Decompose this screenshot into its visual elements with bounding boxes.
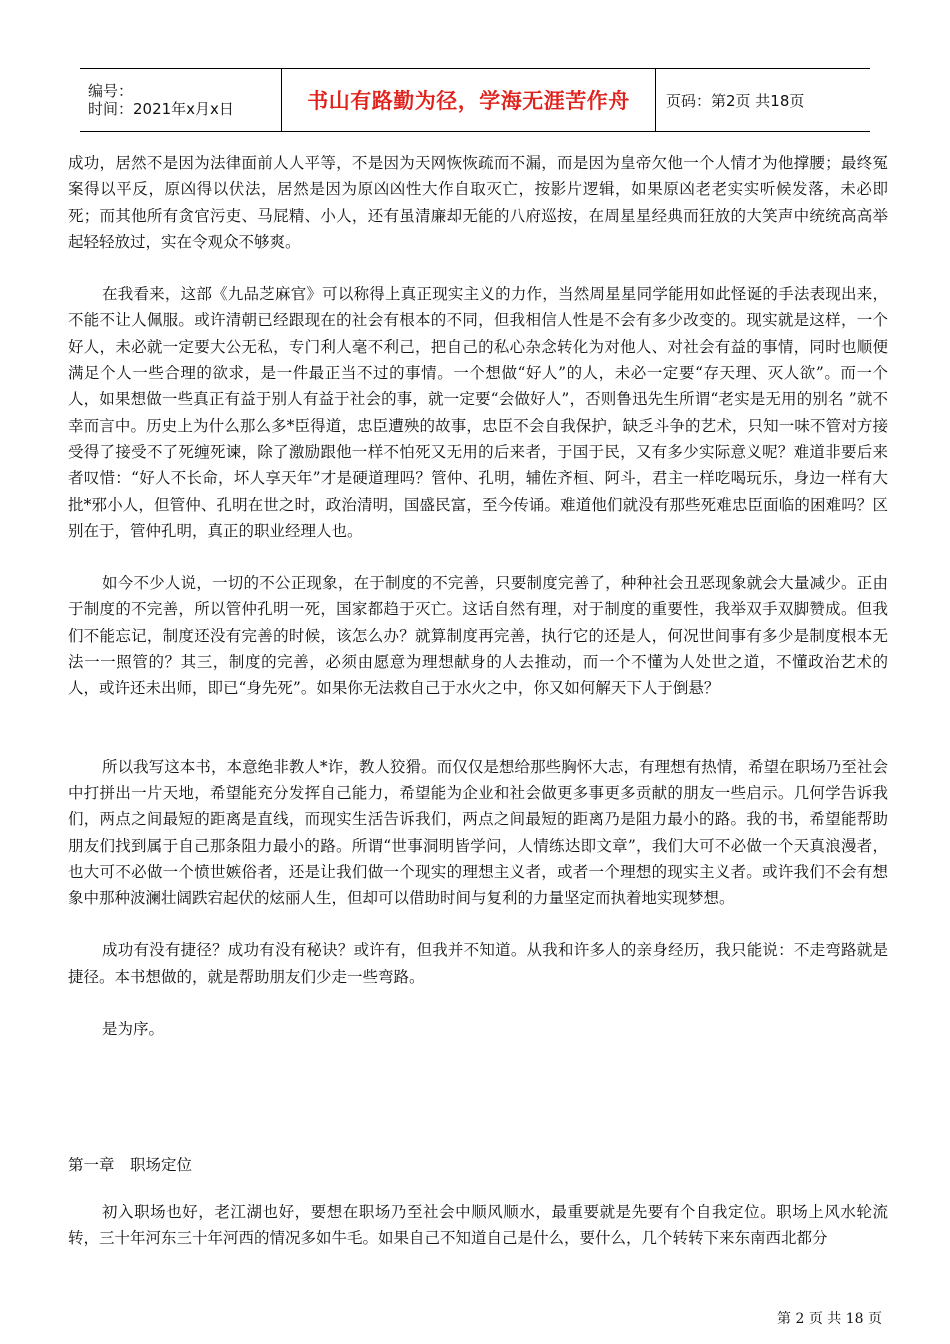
chapter-title: 第一章 职场定位 bbox=[68, 1156, 193, 1175]
number-label: 编号： bbox=[88, 82, 134, 100]
document-body bbox=[68, 150, 888, 1251]
header-page-label: 页码：第2页 共18页 bbox=[666, 91, 805, 110]
header-motto-cell bbox=[282, 69, 656, 131]
paragraph-5: 成功有没有捷径？成功有没有秘诀？或许有，但我并不知道。从我和许多人的亲身经历，我只能说：不走弯路就是捷径。本书想做的，就是帮助朋友们少走一些弯路。 bbox=[68, 941, 888, 986]
paragraph-4: 所以我写这本书，本意绝非教人*诈，教人狡猾。而仅仅是想给那些胸怀大志，有理想有热情，希望在职场乃至社会中打拼出一片天地，希望能充分发挥自己能力，希望能为企业和社会做更多事更多贡献的朋友一些启示。几何学告诉我们，两点之间最短的距离是直线，而现实生活告诉我们，两点之间最短的距离乃是阻力最小的路。我的书，希望能帮助朋友们找到属于自己那条阻力最小的路。所谓“世事洞明皆学问，人情练达即文章”，我们大可不必做一个天真浪漫者，也大可不必做一个愤世嫉俗者，还是让我们做一个现实的理想主义者，或者一个理想的现实主义者。或许我们不会有想象中那种波澜壮阔跌宕起伏的炫丽人生，但却可以借助时间与复利的力量坚定而执着地实现梦想。 bbox=[68, 757, 888, 908]
paragraph-6: 是为序。 bbox=[102, 1020, 165, 1039]
paragraph-1: 成功，居然不是因为法律面前人人平等，不是因为天网恢恢疏而不漏，而是因为皇帝欠他一个人情才为他撑腰；最终冤案得以平反，原凶得以伏法，居然是因为原凶凶性大作自取灭亡，按影片逻辑，如果原凶老老实实听候发落，未必即死；而其他所有贪官污吏、马屁精、小人，还有虽清廉却无能的八府巡按，在周星星经典而狂放的大笑声中统统高高举起轻轻放过，实在令观众不够爽。 bbox=[68, 154, 888, 251]
header-motto: 书山有路勤为径，学海无涯苦作舟 bbox=[307, 89, 630, 113]
page-header bbox=[80, 68, 870, 132]
chapter-paragraph: 初入职场也好，老江湖也好，要想在职场乃至社会中顺风顺水，最重要就是先要有个自我定位。职场上风水轮流转，三十年河东三十年河西的情况多如牛毛。如果自己不知道自己是什么，要什么，几个转转下来东南西北都分 bbox=[68, 1202, 888, 1247]
paragraph-2: 在我看来，这部《九品芝麻官》可以称得上真正现实主义的力作，当然周星星同学能用如此怪诞的手法表现出来，不能不让人佩服。或许清朝已经跟现在的社会有根本的不同，但我相信人性是不会有多少改变的。现实就是这样，一个好人，未必就一定要大公无私，专门利人毫不利己，把自己的私心杂念转化为对他人、对社会有益的事情，同时也顺便满足个人一些合理的欲求，是一件最正当不过的事情。一个想做“好人”的人，未必一定要“存天理、灭人欲”。而一个人，如果想做一些真正有益于别人有益于社会的事，就一定要“会做好人”，否则鲁迅先生所谓“老实是无用的别名 ”就不幸而言中。历史上为什么那么多*臣得道，忠臣遭殃的故事，忠臣不会自我保护，缺乏斗争的艺术，只知一味不管对方接受得了接受不了死缠死谏，除了激励跟他一样不怕死又无用的后来者，于国于民，又有多少实际意义呢？难道非要后来者叹惜：“好人不长命，坏人享天年”才是硬道理吗？管仲、孔明，辅佐齐桓、阿斗，君主一样吃喝玩乐，身边一样有大批*邪小人，但管仲、孔明在世之时，政治清明，国盛民富，至今传诵。难道他们就没有那些死难忠臣面临的困难吗？区别在于，管仲孔明，真正的职业经理人也。 bbox=[68, 285, 888, 540]
header-page-cell bbox=[656, 69, 870, 131]
time-label: 时间：2021年x月x日 bbox=[88, 100, 234, 118]
paragraph-3: 如今不少人说，一切的不公正现象，在于制度的不完善，只要制度完善了，种种社会丑恶现象就会大量减少。正由于制度的不完善，所以管仲孔明一死，国家都趋于灭亡。这话自然有理，对于制度的重要性，我举双手双脚赞成。但我们不能忘记，制度还没有完善的时候，该怎么办？就算制度再完善，执行它的还是人，何况世间事有多少是制度根本无法一一照管的？其三，制度的完善，必须由愿意为理想献身的人去推动，而一个不懂为人处世之道，不懂政治艺术的人，或许还未出师，即已“身先死”。如果你无法救自己于水火之中，你又如何解天下人于倒悬？ bbox=[68, 574, 888, 698]
header-meta bbox=[80, 69, 282, 131]
page-footer: 第 2 页 共 18 页 bbox=[777, 1311, 882, 1327]
